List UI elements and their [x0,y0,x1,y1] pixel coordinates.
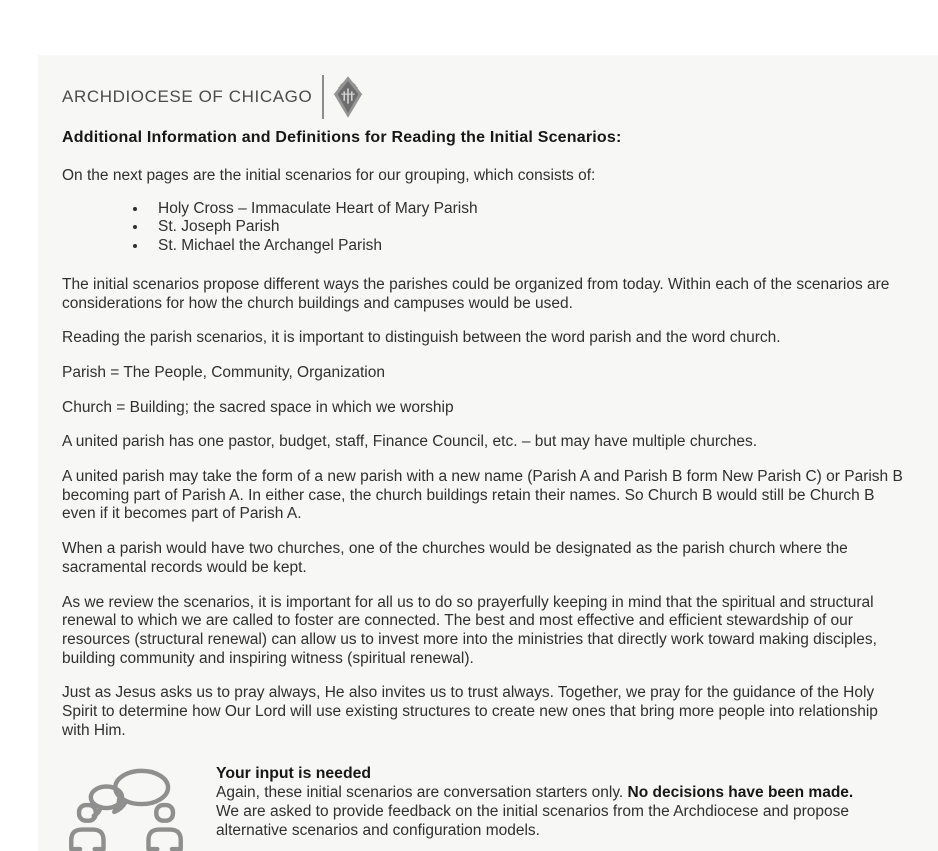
document-header [62,72,912,122]
paragraph-reading-scenarios: Reading the parish scenarios, it is important to distinguish between the word parish and the word church. [62,329,781,347]
list-item-st-michael: • St. Michael the Archangel Parish [148,237,908,256]
definition-parish: Parish = The People, Community, Organization [62,363,385,381]
document-title: Additional Information and Definitions for Reading the Initial Scenarios: [62,129,622,146]
paragraph-pray-always: Just as Jesus asks us to pray always, He also invites us to trust always. Together, we pray for the guidance of the Holy Spirit to determine how Our Lord will use existing structures to create new ones that bring more people into relationship with Him. [62,684,878,739]
paragraph-united-parish: A united parish has one pastor, budget, staff, Finance Council, etc. – but may have multiple churches. [62,433,758,451]
callout-body-after: We are asked to provide feedback on the initial scenarios from the Archdiocese and propose alternative scenarios and configuration models. [216,802,850,839]
paragraph-review-scenarios: As we review the scenarios, it is important for all us to do so prayerfully keeping in mind that the spiritual and structural renewal to which we are called to foster are connected. The best and most effective and efficient stewardship of our resources (structural renewal) can allow us to invest more into the ministries that directly work toward making disciples, building community and inspiring witness (spiritual renewal). [62,593,877,667]
list-item-st-joseph: • St. Joseph Parish [148,218,908,237]
paragraph-united-parish-forms: A united parish may take the form of a new parish with a new name (Parish A and Parish B form New Parish C) or Parish B becoming part of Parish A. In either case, the church buildings retain their names. So Church B would still be Church B even if it becomes part of Parish A. [62,468,903,523]
parish-list [62,200,908,256]
intro-paragraph: On the next pages are the initial scenarios for our grouping, which consists of: [62,167,596,184]
definition-church: Church = Building; the sacred space in which we worship [62,398,454,416]
conversation-icon [62,765,190,851]
callout-body-bold: No decisions have been made. [627,784,854,802]
scanned-document [38,55,938,851]
paragraph-initial-scenarios: The initial scenarios propose different ways the parishes could be organized from today. Within each of the scenarios are considerations for how the church buildings and campuses would be used. [62,275,890,312]
input-needed-callout [62,765,912,851]
paragraph-two-churches: When a parish would have two churches, one of the churches would be designated as the parish church where the sacramental records would be kept. [62,540,848,576]
callout-title: Your input is needed [216,765,372,783]
document-body [62,167,912,740]
callout-text [216,765,871,840]
callout-body-before: Again, these initial scenarios are conversation starters only. [216,784,628,802]
brand-name: ARCHDIOCESE OF CHICAGO [62,87,313,106]
header-divider [322,75,324,119]
archdiocese-crest-icon [332,74,364,120]
callout-body [216,784,871,840]
list-item-holy-cross: • Holy Cross – Immaculate Heart of Mary Parish [148,200,908,219]
